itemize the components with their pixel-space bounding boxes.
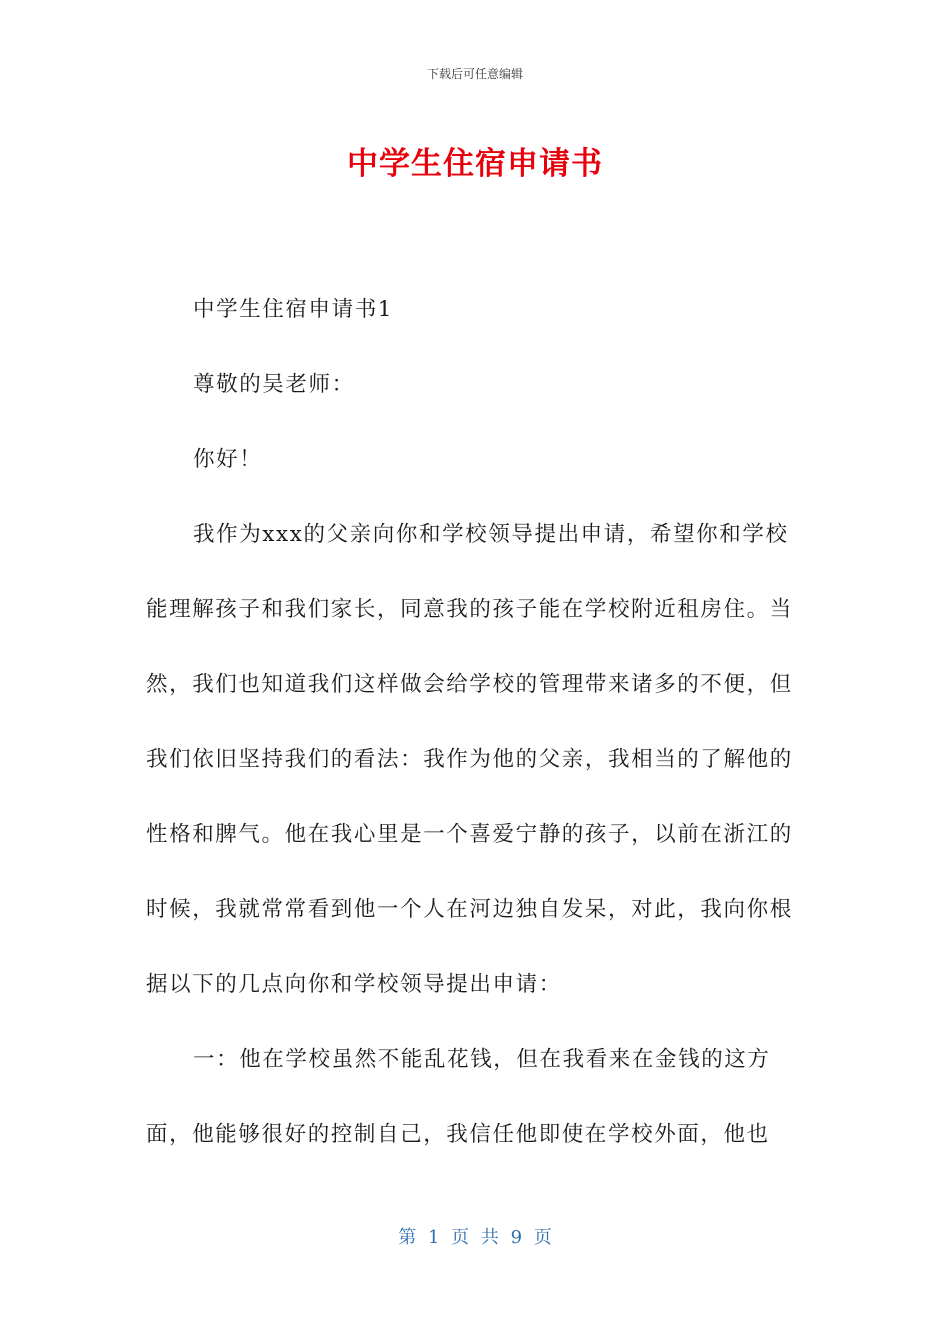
body-paragraph-2: 一：他在学校虽然不能乱花钱，但在我看来在金钱的这方面，他能够很好的控制自己，我信任他即使在学校外面，他也 xyxy=(146,1047,771,1147)
document-title: 中学生住宿申请书 xyxy=(347,146,603,182)
section-heading: 中学生住宿申请书1 xyxy=(193,297,394,322)
header-note: 下载后可任意编辑 xyxy=(426,67,523,81)
salutation: 尊敬的吴老师： xyxy=(193,372,355,397)
greeting: 你好！ xyxy=(193,447,263,472)
document-body xyxy=(146,272,806,1172)
page-footer: 第 1 页 共 9 页 xyxy=(398,1227,552,1248)
body-paragraph-1: 我作为xxx的父亲向你和学校领导提出申请，希望你和学校能理解孩子和我们家长，同意我的孩子能在学校附近租房住。当然，我们也知道我们这样做会给学校的管理带来诸多的不便，但我们依旧坚持我们的看法：我作为他的父亲，我相当的了解他的性格和脾气。他在我心里是一个喜爱宁静的孩子，以前在浙江的时候，我就常常看到他一个人在河边独自发呆，对此，我向你根据以下的几点向你和学校领导提出申请： xyxy=(146,522,793,997)
